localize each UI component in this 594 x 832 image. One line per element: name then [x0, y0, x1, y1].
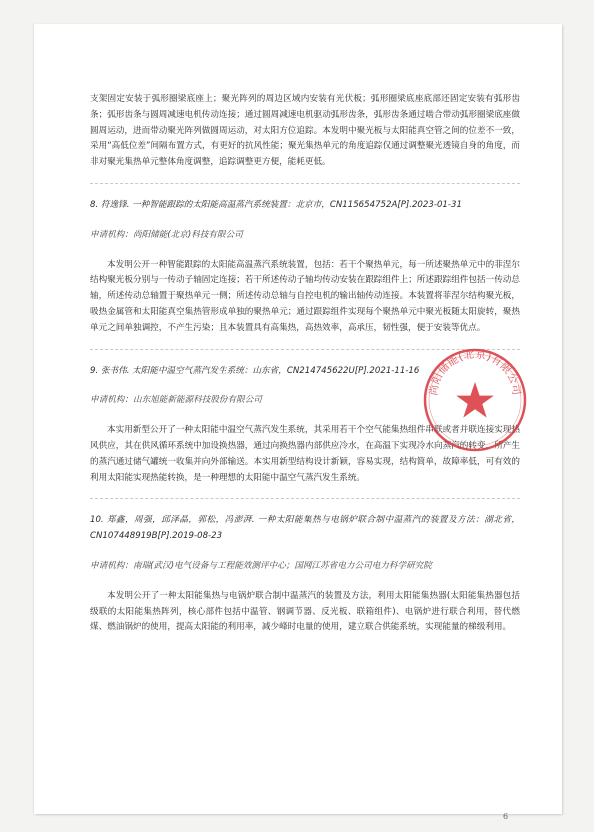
reference-applicant: 申请机构：尚阳储能(北京)科技有限公司 — [90, 229, 243, 240]
reference-applicant: 申请机构：山东旭能新能源科技股份有限公司 — [90, 395, 262, 406]
reference-title: 8. 符逸锋. 一种智能跟踪的太阳能高温蒸汽系统装置：北京市，CN115654752A[P].2023-01-31 — [90, 199, 462, 210]
continued-paragraph: 支架固定安装于弧形圈梁底座上；聚光阵列的周边区域内安装有光伏板；弧形圈梁底座底部还固定安装有弧形齿条；弧形齿条与圆周减速电机传动连接；通过圆周减速电机驱动弧形齿条，弧形齿条通过啮合带动弧形圈梁底座做圆周运动，进而带动聚光阵列做圆周运动，对太阳方位追踪。本发明中聚光板与太阳能真空管之间的位差不一致，采用“高低位差”间隔布置方式，有更好的抗风性能；聚光集热单元的角度追踪仅通过调整聚光透镜自身的角度，而非对聚光集热单元整体角度调整，追踪调整更方便，能耗更低。 — [90, 94, 521, 168]
reference-abstract: 本发明公开一种智能跟踪的太阳能高温蒸汽系统装置，包括：若干个聚热单元，每一所述聚热单元中的菲涅尔结构聚光板分别与一传动子轴固定连接；若干所述传动子轴均传动安装在跟踪组件上；所述跟踪组件包括一传动总轴，所述传动总轴置于聚热单元一侧；所述传动总轴与自控电机的输出轴传动连接。本装置将菲涅尔结构聚光板，吸热金属管和太阳能真空集热管形成单独的聚热单元；通过跟踪组件实现每个聚热单元中聚光板随太阳旋转，聚热单元之间单独调控，不产生污染；且本装置具有高集热，高热效率，高承压，韧性强，便于安装等优点。 — [90, 259, 520, 333]
page-number: 6 — [503, 812, 509, 821]
section-divider — [90, 498, 520, 499]
reference-abstract: 本发明公开了一种太阳能集热与电锅炉联合制中温蒸汽的装置及方法，利用太阳能集热器(太阳能集热器包括级联的太阳能集热阵列，核心部件包括中温管、钢调节器、反光板、联箱组件)、电锅炉进行联合利用，替代燃煤、燃油锅炉的使用，提高太阳能的利用率，减少峰时电量的使用，建立联合供能系统，实现能量的梯级利用。 — [90, 590, 520, 633]
reference-title: 10. 郑鑫，周强，邱泽晶，郭松，冯澎湃. 一种太阳能集热与电锅炉联合制中温蒸汽的装置及方法：湖北省，CN107448919B[P].2019-08-23 — [90, 515, 520, 542]
reference-title: 9. 张书伟. 太阳能中温空气蒸汽发生系统：山东省，CN214745622U[P].2021-11-16 — [90, 365, 420, 376]
section-divider — [90, 183, 520, 184]
reference-applicant: 申请机构：南瑞(武汉)电气设备与工程能效测评中心；国网江苏省电力公司电力科学研究院 — [90, 560, 432, 571]
company-seal-stamp — [421, 346, 529, 454]
reference-abstract: 本实用新型公开了一种太阳能中温空气蒸汽发生系统，其采用若干个空气能集热组件串联或者并联连接实现热风供应，其在供风循环系统中加设换热器，通过向换热器内部供应冷水，在高温下实现冷水向蒸汽的转变，所产生的蒸汽通过储气罐统一收集并向外部输送。本实用新型结构设计新颖，容易实现，结构简单，故障率低，可有效的利用太阳能实现热能转换，是一种理想的太阳能中温空气蒸汽发生系统。 — [90, 425, 520, 483]
seal-star-icon — [456, 382, 494, 418]
seal-text: 尚阳储能(北京)有限公司 — [427, 348, 523, 397]
